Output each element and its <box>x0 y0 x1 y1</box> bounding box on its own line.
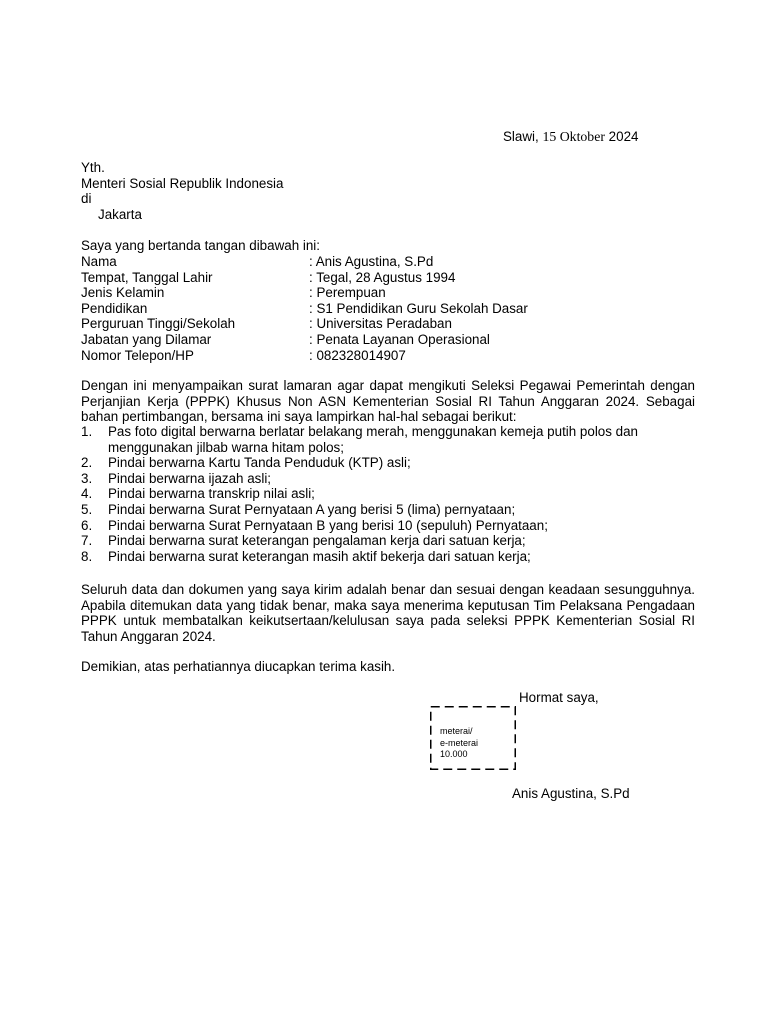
list-number: 5. <box>81 501 93 517</box>
field-label: Jenis Kelamin <box>81 285 165 301</box>
date-day-month: 15 Oktober <box>542 129 605 144</box>
field-value: : Anis Agustina, S.Pd <box>309 254 434 269</box>
list-number: 4. <box>81 486 93 502</box>
date-year: 2024 <box>608 129 639 144</box>
list-text: Pindai berwarna Surat Pernyataan B yang berisi 10 (sepuluh) Pernyataan; <box>108 517 548 533</box>
list-number: 8. <box>81 548 93 564</box>
field-row <box>81 270 695 286</box>
stamp-placeholder <box>430 706 516 770</box>
field-value: : Perempuan <box>309 285 386 301</box>
list-number: 1. <box>81 424 93 439</box>
field-label: Pendidikan <box>81 300 148 316</box>
field-label: Perguruan Tinggi/Sekolah <box>81 316 236 332</box>
stamp-line-2: e-meterai <box>440 737 479 748</box>
letter-date <box>503 129 638 145</box>
list-number: 3. <box>81 470 93 486</box>
signer-name: Anis Agustina, S.Pd <box>512 786 630 801</box>
body-paragraph-1: Dengan ini menyampaikan surat lamaran agar dapat mengikuti Seleksi Pegawai Pemerintah dengan Perjanjian Kerja (PPPK) Khusus Non ASN Kementerian Sosial RI Tahun Anggaran 2024. Sebagai bahan pertimbangan, bersama ini saya lampirkan hal-hal sebagai berikut: <box>81 378 695 425</box>
list-item <box>81 455 695 471</box>
field-row <box>81 348 695 364</box>
stamp-line-3: 10.000 <box>440 749 468 759</box>
closing-line: Demikian, atas perhatiannya diucapkan terima kasih. <box>81 659 396 674</box>
field-label: Tempat, Tanggal Lahir <box>81 269 213 285</box>
attachment-list <box>81 424 695 564</box>
list-text: Pindai berwarna surat keterangan masih aktif bekerja dari satuan kerja; <box>108 548 531 564</box>
list-item <box>81 486 695 502</box>
field-row <box>81 301 695 317</box>
stamp-line-1: meterai/ <box>440 726 473 736</box>
list-item <box>81 502 695 518</box>
list-item <box>81 471 695 487</box>
field-label: Jabatan yang Dilamar <box>81 331 212 347</box>
field-row <box>81 332 695 348</box>
field-value: : Tegal, 28 Agustus 1994 <box>309 269 456 285</box>
list-text: Pindai berwarna ijazah asli; <box>108 470 272 486</box>
recipient-city: Jakarta <box>98 206 142 222</box>
date-place: Slawi, <box>503 129 539 144</box>
field-label: Nama <box>81 254 117 269</box>
list-text: Pindai berwarna Kartu Tanda Penduduk (KTP) asli; <box>108 455 411 471</box>
field-value: : S1 Pendidikan Guru Sekolah Dasar <box>309 300 528 316</box>
applicant-fields <box>81 254 695 363</box>
intro-line: Saya yang bertanda tangan dibawah ini: <box>81 238 320 253</box>
field-value: : 082328014907 <box>309 347 406 363</box>
recipient-salutation: Yth. <box>81 160 105 175</box>
list-item <box>81 424 695 455</box>
list-item <box>81 549 695 565</box>
field-label: Nomor Telepon/HP <box>81 347 194 363</box>
body-paragraph-2: Seluruh data dan dokumen yang saya kirim adalah benar dan sesuai dengan keadaan sesungguhnya. Apabila ditemukan data yang tidak benar, maka saya menerima keputusan Tim Pelaksana Pengadaan PPPK untuk membatalkan keikutsertaan/kelulusan saya pada seleksi PPPK Kementerian Sosial RI Tahun Anggaran 2024. <box>81 582 695 644</box>
list-text: Pindai berwarna transkrip nilai asli; <box>108 486 315 502</box>
regards-text: Hormat saya, <box>519 690 599 705</box>
field-value: : Universitas Peradaban <box>309 316 452 332</box>
list-item <box>81 518 695 534</box>
list-number: 7. <box>81 533 93 549</box>
list-text: Pindai berwarna surat keterangan pengalaman kerja dari satuan kerja; <box>108 533 526 549</box>
recipient-address <box>81 160 695 222</box>
field-row <box>81 316 695 332</box>
recipient-at: di <box>81 191 92 207</box>
field-row <box>81 285 695 301</box>
recipient-name: Menteri Sosial Republik Indonesia <box>81 175 284 191</box>
list-number: 2. <box>81 455 93 471</box>
field-value: : Penata Layanan Operasional <box>309 331 490 347</box>
stamp-label <box>440 726 478 761</box>
list-text: Pas foto digital berwarna berlatar belakang merah, menggunakan kemeja putih polos dan menggunakan jilbab warna hitam polos; <box>108 424 639 455</box>
list-number: 6. <box>81 517 93 533</box>
list-item <box>81 533 695 549</box>
field-row <box>81 254 695 270</box>
list-text: Pindai berwarna Surat Pernyataan A yang berisi 5 (lima) pernyataan; <box>108 501 516 517</box>
